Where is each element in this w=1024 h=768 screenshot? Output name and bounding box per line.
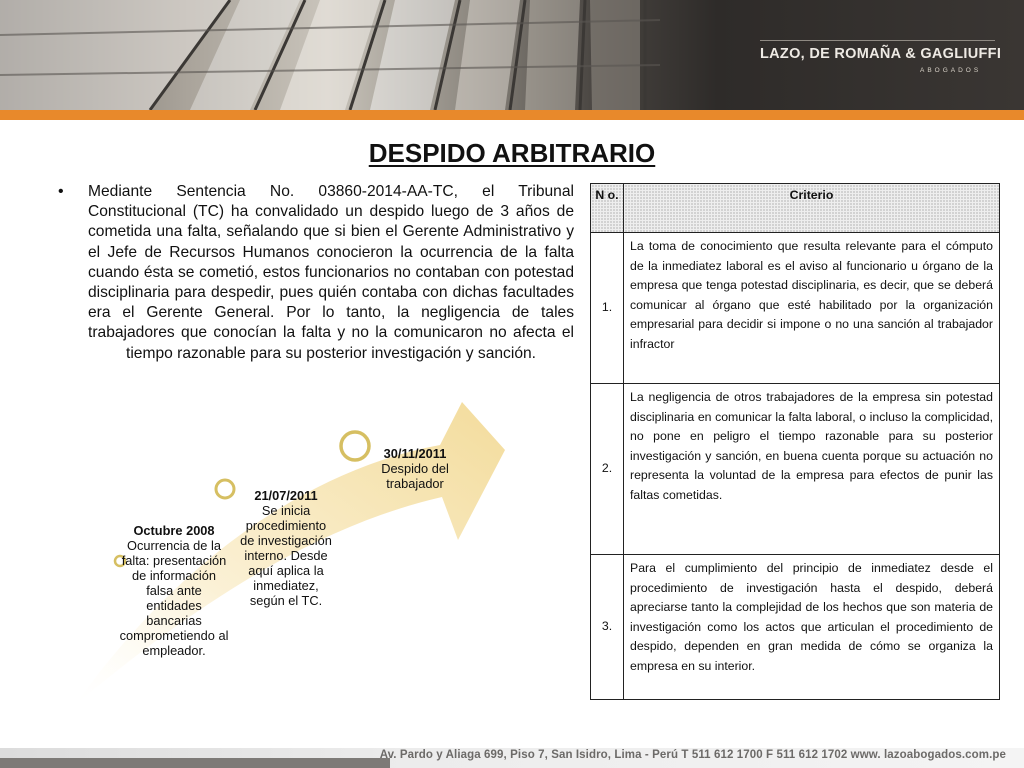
timeline-date-2: 21/07/2011 bbox=[254, 488, 318, 503]
footer bbox=[0, 748, 1024, 768]
timeline-text-2: Se inicia procedimiento de investigación interno. Desde aquí aplica la inmediatez, según el TC. bbox=[240, 503, 332, 608]
firm-subtitle: ABOGADOS bbox=[920, 67, 982, 74]
timeline-event-3 bbox=[370, 446, 460, 491]
table-cell-no: 3. bbox=[591, 555, 624, 700]
timeline-event-2 bbox=[238, 488, 334, 608]
firm-name: LAZO, DE ROMAÑA & GAGLIUFFI bbox=[760, 46, 1002, 62]
timeline-marker-2 bbox=[216, 480, 234, 498]
timeline-text-1: Ocurrencia de la falta: presentación de información falsa ante entidades bancarias comprometiendo al empleador. bbox=[119, 538, 229, 658]
table-row bbox=[591, 555, 1000, 700]
timeline-date-1: Octubre 2008 bbox=[133, 523, 215, 538]
table-header-no: N o. bbox=[591, 184, 624, 233]
timeline-text-3: Despido del trabajador bbox=[381, 461, 449, 491]
bullet-marker: • bbox=[58, 183, 64, 200]
table-cell-no: 2. bbox=[591, 384, 624, 555]
table-cell-criterio: Para el cumplimiento del principio de inmediatez desde el procedimiento de investigación hasta el despido, deberá apreciarse tanto la complejidad de los hechos que son materia de investigación como los actos que articulan el procedimiento de despido, dependen en gran medida de cómo se organiza la empresa en su interior. bbox=[624, 555, 1000, 700]
footer-address: Av. Pardo y Aliaga 699, Piso 7, San Isidro, Lima - Perú T 511 612 1700 F 511 612 1702 www. lazoabogados.com.pe bbox=[379, 749, 1006, 761]
criteria-table bbox=[590, 183, 1000, 700]
timeline-marker-3 bbox=[341, 432, 369, 460]
table-cell-no: 1. bbox=[591, 233, 624, 384]
page-title: DESPIDO ARBITRARIO bbox=[368, 138, 656, 168]
table-row bbox=[591, 233, 1000, 384]
table-row bbox=[591, 384, 1000, 555]
timeline-date-3: 30/11/2011 bbox=[383, 446, 447, 461]
table-cell-criterio: La negligencia de otros trabajadores de la empresa sin potestad disciplinaria en comunicar la falta laboral, o incluso la complicidad, no pone en peligro el tiempo razonable para su posterior investigación y sanción, en buena cuenta porque su actuación no representa la voluntad de la empresa para efectos de punir las faltas cometidas. bbox=[624, 384, 1000, 555]
table-cell-criterio: La toma de conocimiento que resulta relevante para el cómputo de la inmediatez laboral es el aviso al funcionario u órgano de la empresa que tenga potestad disciplinaria, es decir, que se deberá comunicar al órgano que esté habilitado por la organización empresarial para decidir si impone o no una sanción al trabajador infractor bbox=[624, 233, 1000, 384]
footer-dark-strip bbox=[0, 758, 390, 768]
body-paragraph: Mediante Sentencia No. 03860-2014-AA-TC, el Tribunal Constitucional (TC) ha convalidado un despido luego de 3 años de cometida una falta, señalando que si bien el Gerente Administrativo y el Jefe de Recursos Humanos conocieron la ocurrencia de la falta cuando ésta se cometió, estos funcionarios no contaban con potestad disciplinaria para despedir, pues quién contaba con dichas facultades era el Gerente General. Por lo tanto, la negligencia de tales trabajadores que conocían la falta y no la comunicaron no afecta el tiempo razonable para su posterior investigación y sanción. bbox=[88, 183, 574, 362]
table-header-criterio: Criterio bbox=[624, 184, 1000, 233]
timeline-event-1 bbox=[118, 523, 230, 658]
table-header-row bbox=[591, 184, 1000, 233]
